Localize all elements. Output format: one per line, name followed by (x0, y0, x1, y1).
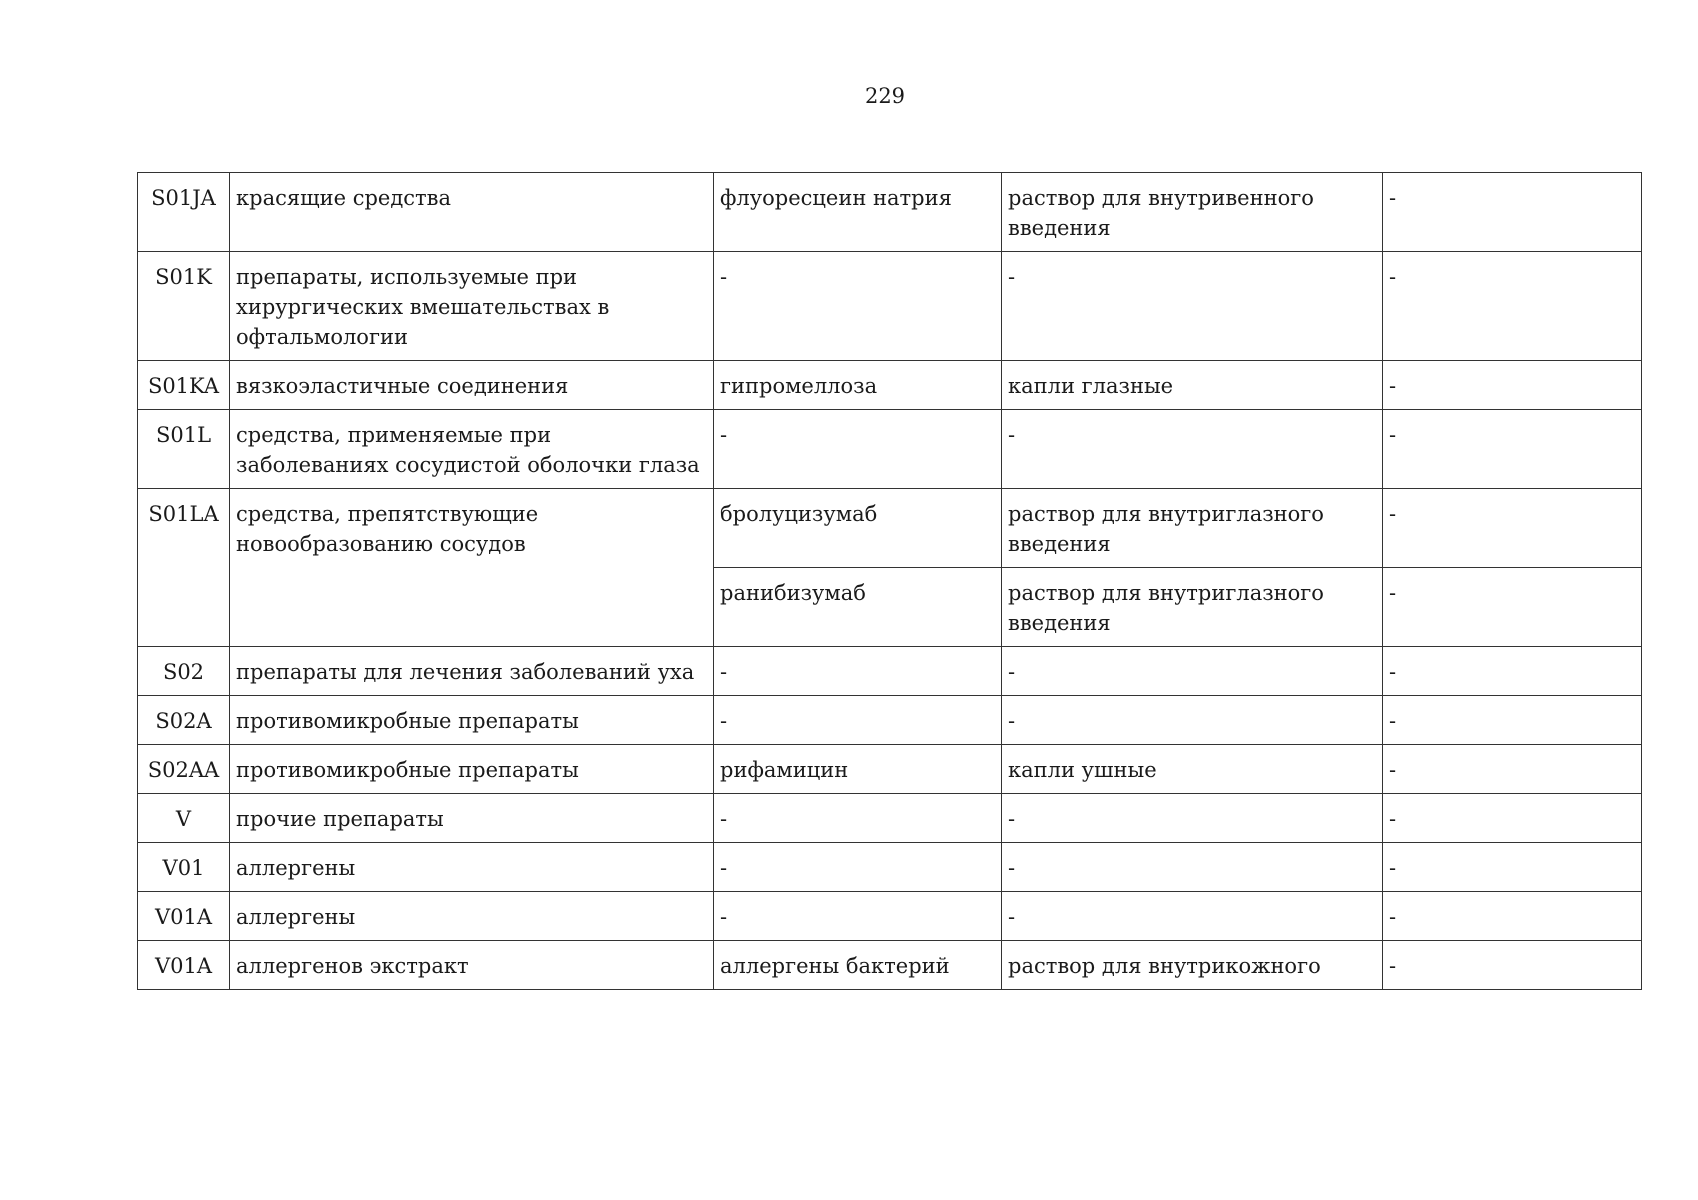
extra-info-cell: - (1383, 252, 1642, 361)
dosage-form-cell: капли ушные (1002, 745, 1383, 794)
atc-code-cell: V01A (138, 941, 230, 990)
atc-code-cell: S02A (138, 696, 230, 745)
drug-name-cell: флуоресцеин натрия (714, 173, 1002, 252)
dosage-form-cell: - (1002, 843, 1383, 892)
anatomical-group-cell: средства, применяемые при заболеваниях сосудистой оболочки глаза (230, 410, 714, 489)
extra-info-cell: - (1383, 843, 1642, 892)
drug-name-cell: - (714, 794, 1002, 843)
table-row (138, 173, 1642, 252)
drug-name-cell: гипромеллоза (714, 361, 1002, 410)
table-body (138, 173, 1642, 990)
dosage-form-cell: - (1002, 410, 1383, 489)
anatomical-group-cell: красящие средства (230, 173, 714, 252)
anatomical-group-cell: аллергенов экстракт (230, 941, 714, 990)
atc-code-cell: V (138, 794, 230, 843)
anatomical-group-cell: противомикробные препараты (230, 745, 714, 794)
anatomical-group-cell: противомикробные препараты (230, 696, 714, 745)
atc-code-cell: S01KA (138, 361, 230, 410)
table-row (138, 410, 1642, 489)
anatomical-group-cell: средства, препятствующие новообразованию сосудов (230, 489, 714, 647)
table-row (138, 252, 1642, 361)
dosage-form-cell: раствор для внутриглазного введения (1002, 568, 1383, 647)
drug-name-cell: бролуцизумаб (714, 489, 1002, 568)
dosage-form-cell: раствор для внутриглазного введения (1002, 489, 1383, 568)
dosage-form-cell: раствор для внутрикожного (1002, 941, 1383, 990)
drug-name-cell: - (714, 410, 1002, 489)
extra-info-cell: - (1383, 361, 1642, 410)
drug-name-cell: - (714, 647, 1002, 696)
table-row (138, 361, 1642, 410)
anatomical-group-cell: препараты для лечения заболеваний уха (230, 647, 714, 696)
table-row (138, 843, 1642, 892)
table-row (138, 489, 1642, 568)
table-row (138, 892, 1642, 941)
drug-name-cell: - (714, 843, 1002, 892)
drug-name-cell: рифамицин (714, 745, 1002, 794)
extra-info-cell: - (1383, 647, 1642, 696)
anatomical-group-cell: препараты, используемые при хирургических вмешательствах в офтальмологии (230, 252, 714, 361)
dosage-form-cell: - (1002, 696, 1383, 745)
atc-code-cell: V01A (138, 892, 230, 941)
atc-code-cell: S01K (138, 252, 230, 361)
dosage-form-cell: раствор для внутривенного введения (1002, 173, 1383, 252)
extra-info-cell: - (1383, 173, 1642, 252)
dosage-form-cell: - (1002, 252, 1383, 361)
dosage-form-cell: капли глазные (1002, 361, 1383, 410)
anatomical-group-cell: аллергены (230, 892, 714, 941)
anatomical-group-cell: вязкоэластичные соединения (230, 361, 714, 410)
drug-name-cell: аллергены бактерий (714, 941, 1002, 990)
extra-info-cell: - (1383, 410, 1642, 489)
atc-code-cell: V01 (138, 843, 230, 892)
dosage-form-cell: - (1002, 892, 1383, 941)
table-row (138, 696, 1642, 745)
page-number: 229 (864, 84, 906, 108)
atc-code-cell: S02 (138, 647, 230, 696)
atc-code-cell: S02AA (138, 745, 230, 794)
table-row (138, 941, 1642, 990)
drug-name-cell: - (714, 892, 1002, 941)
drug-table (137, 172, 1642, 990)
table-row (138, 647, 1642, 696)
extra-info-cell: - (1383, 489, 1642, 568)
anatomical-group-cell: прочие препараты (230, 794, 714, 843)
atc-code-cell: S01L (138, 410, 230, 489)
table-row (138, 794, 1642, 843)
extra-info-cell: - (1383, 941, 1642, 990)
drug-name-cell: - (714, 696, 1002, 745)
extra-info-cell: - (1383, 745, 1642, 794)
drug-name-cell: - (714, 252, 1002, 361)
dosage-form-cell: - (1002, 794, 1383, 843)
extra-info-cell: - (1383, 696, 1642, 745)
table-row (138, 745, 1642, 794)
atc-code-cell: S01JA (138, 173, 230, 252)
extra-info-cell: - (1383, 794, 1642, 843)
atc-code-cell: S01LA (138, 489, 230, 647)
extra-info-cell: - (1383, 892, 1642, 941)
extra-info-cell: - (1383, 568, 1642, 647)
drug-name-cell: ранибизумаб (714, 568, 1002, 647)
anatomical-group-cell: аллергены (230, 843, 714, 892)
dosage-form-cell: - (1002, 647, 1383, 696)
